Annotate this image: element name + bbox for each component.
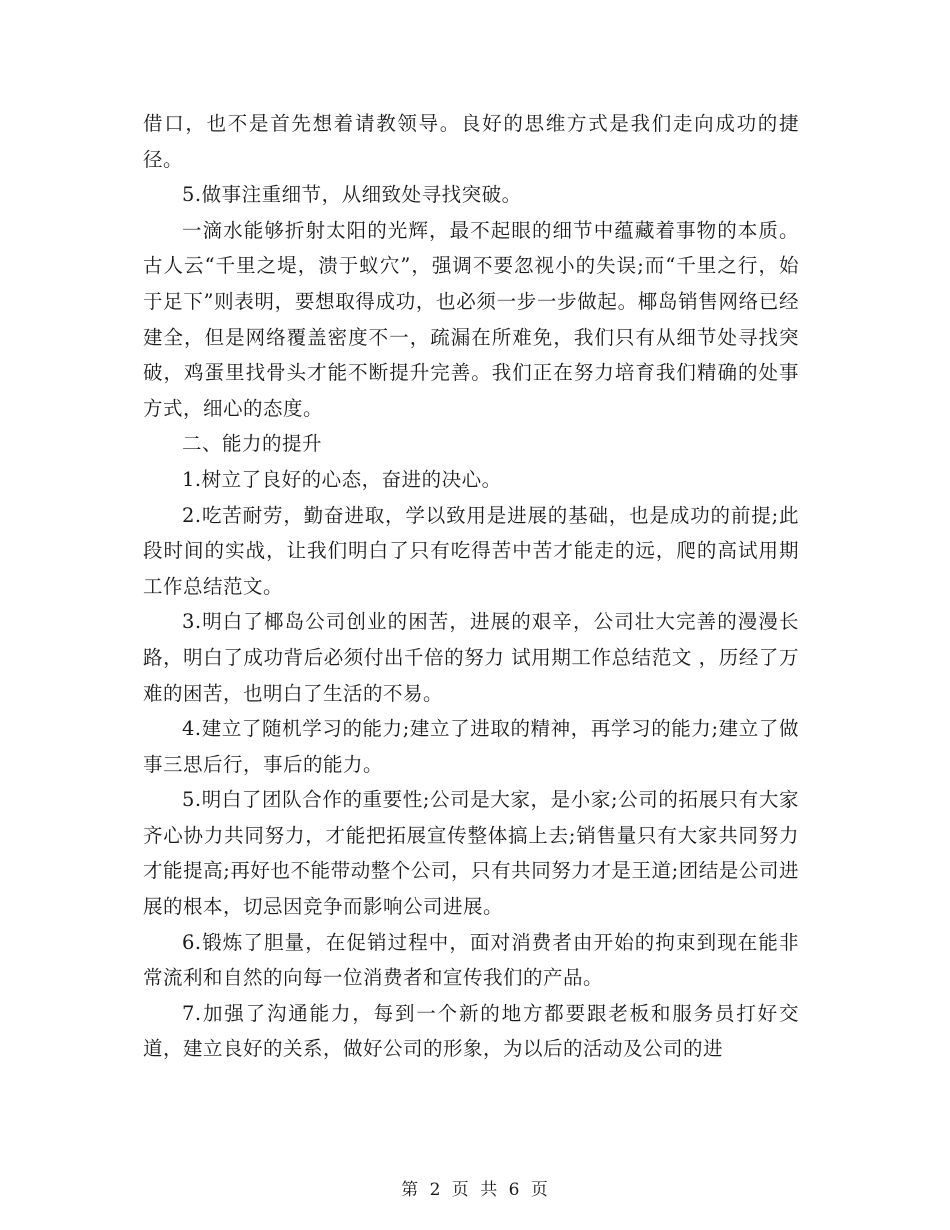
page-number-footer: 第 2 页 共 6 页 <box>401 1180 549 1200</box>
document-body <box>143 106 799 1067</box>
paragraph-ability-5: 5.明白了团队合作的重要性;公司是大家，是小家;公司的拓展只有大家齐心协力共同努力，才能把拓展宣传整体搞上去;销售量只有大家共同努力才能提高;再好也不能带动整个公司，只有共同努力才是王道;团结是公司进展的根本，切忌因竞争而影响公司进展。 <box>143 788 799 919</box>
paragraph-point-5-details: 5.做事注重细节，从细致处寻找突破。 <box>182 183 522 207</box>
paragraph-ability-3: 3.明白了椰岛公司创业的困苦，进展的艰辛，公司壮大完善的漫漫长路，明白了成功背后必须付出千倍的努力 试用期工作总结范文 ，历经了万难的困苦，也明白了生活的不易。 <box>143 610 799 705</box>
paragraph-continued: 借口，也不是首先想着请教领导。良好的思维方式是我们走向成功的捷径。 <box>143 112 799 171</box>
paragraph-ability-6: 6.锻炼了胆量，在促销过程中，面对消费者由开始的拘束到现在能非常流利和自然的向每一位消费者和宣传我们的产品。 <box>143 930 799 990</box>
paragraph-ability-4: 4.建立了随机学习的能力;建立了进取的精神，再学习的能力;建立了做事三思后行，事后的能力。 <box>143 717 799 776</box>
paragraph-ability-1: 1.树立了良好的心态，奋进的决心。 <box>182 467 502 491</box>
paragraph-ability-2: 2.吃苦耐劳，勤奋进取，学以致用是进展的基础，也是成功的前提;此段时间的实战，让我们明白了只有吃得苦中苦才能走的远，爬的高试用期工作总结范文。 <box>143 503 799 598</box>
paragraph-ability-7: 7.加强了沟通能力，每到一个新的地方都要跟老板和服务员打好交道，建立良好的关系，做好公司的形象，为以后的活动及公司的进 <box>143 1001 799 1061</box>
section-heading-ability: 二、能力的提升 <box>182 432 323 456</box>
paragraph-details-explanation: 一滴水能够折射太阳的光辉，最不起眼的细节中蕴藏着事物的本质。古人云“千里之堤，溃于蚁穴”，强调不要忽视小的失误;而“千里之行，始于足下”则表明，要想取得成功，也必须一步一步做起。椰岛销售网络已经建全，但是网络覆盖密度不一，疏漏在所难免，我们只有从细节处寻找突破，鸡蛋里找骨头才能不断提升完善。我们正在努力培育我们精确的处事方式，细心的态度。 <box>143 218 799 420</box>
